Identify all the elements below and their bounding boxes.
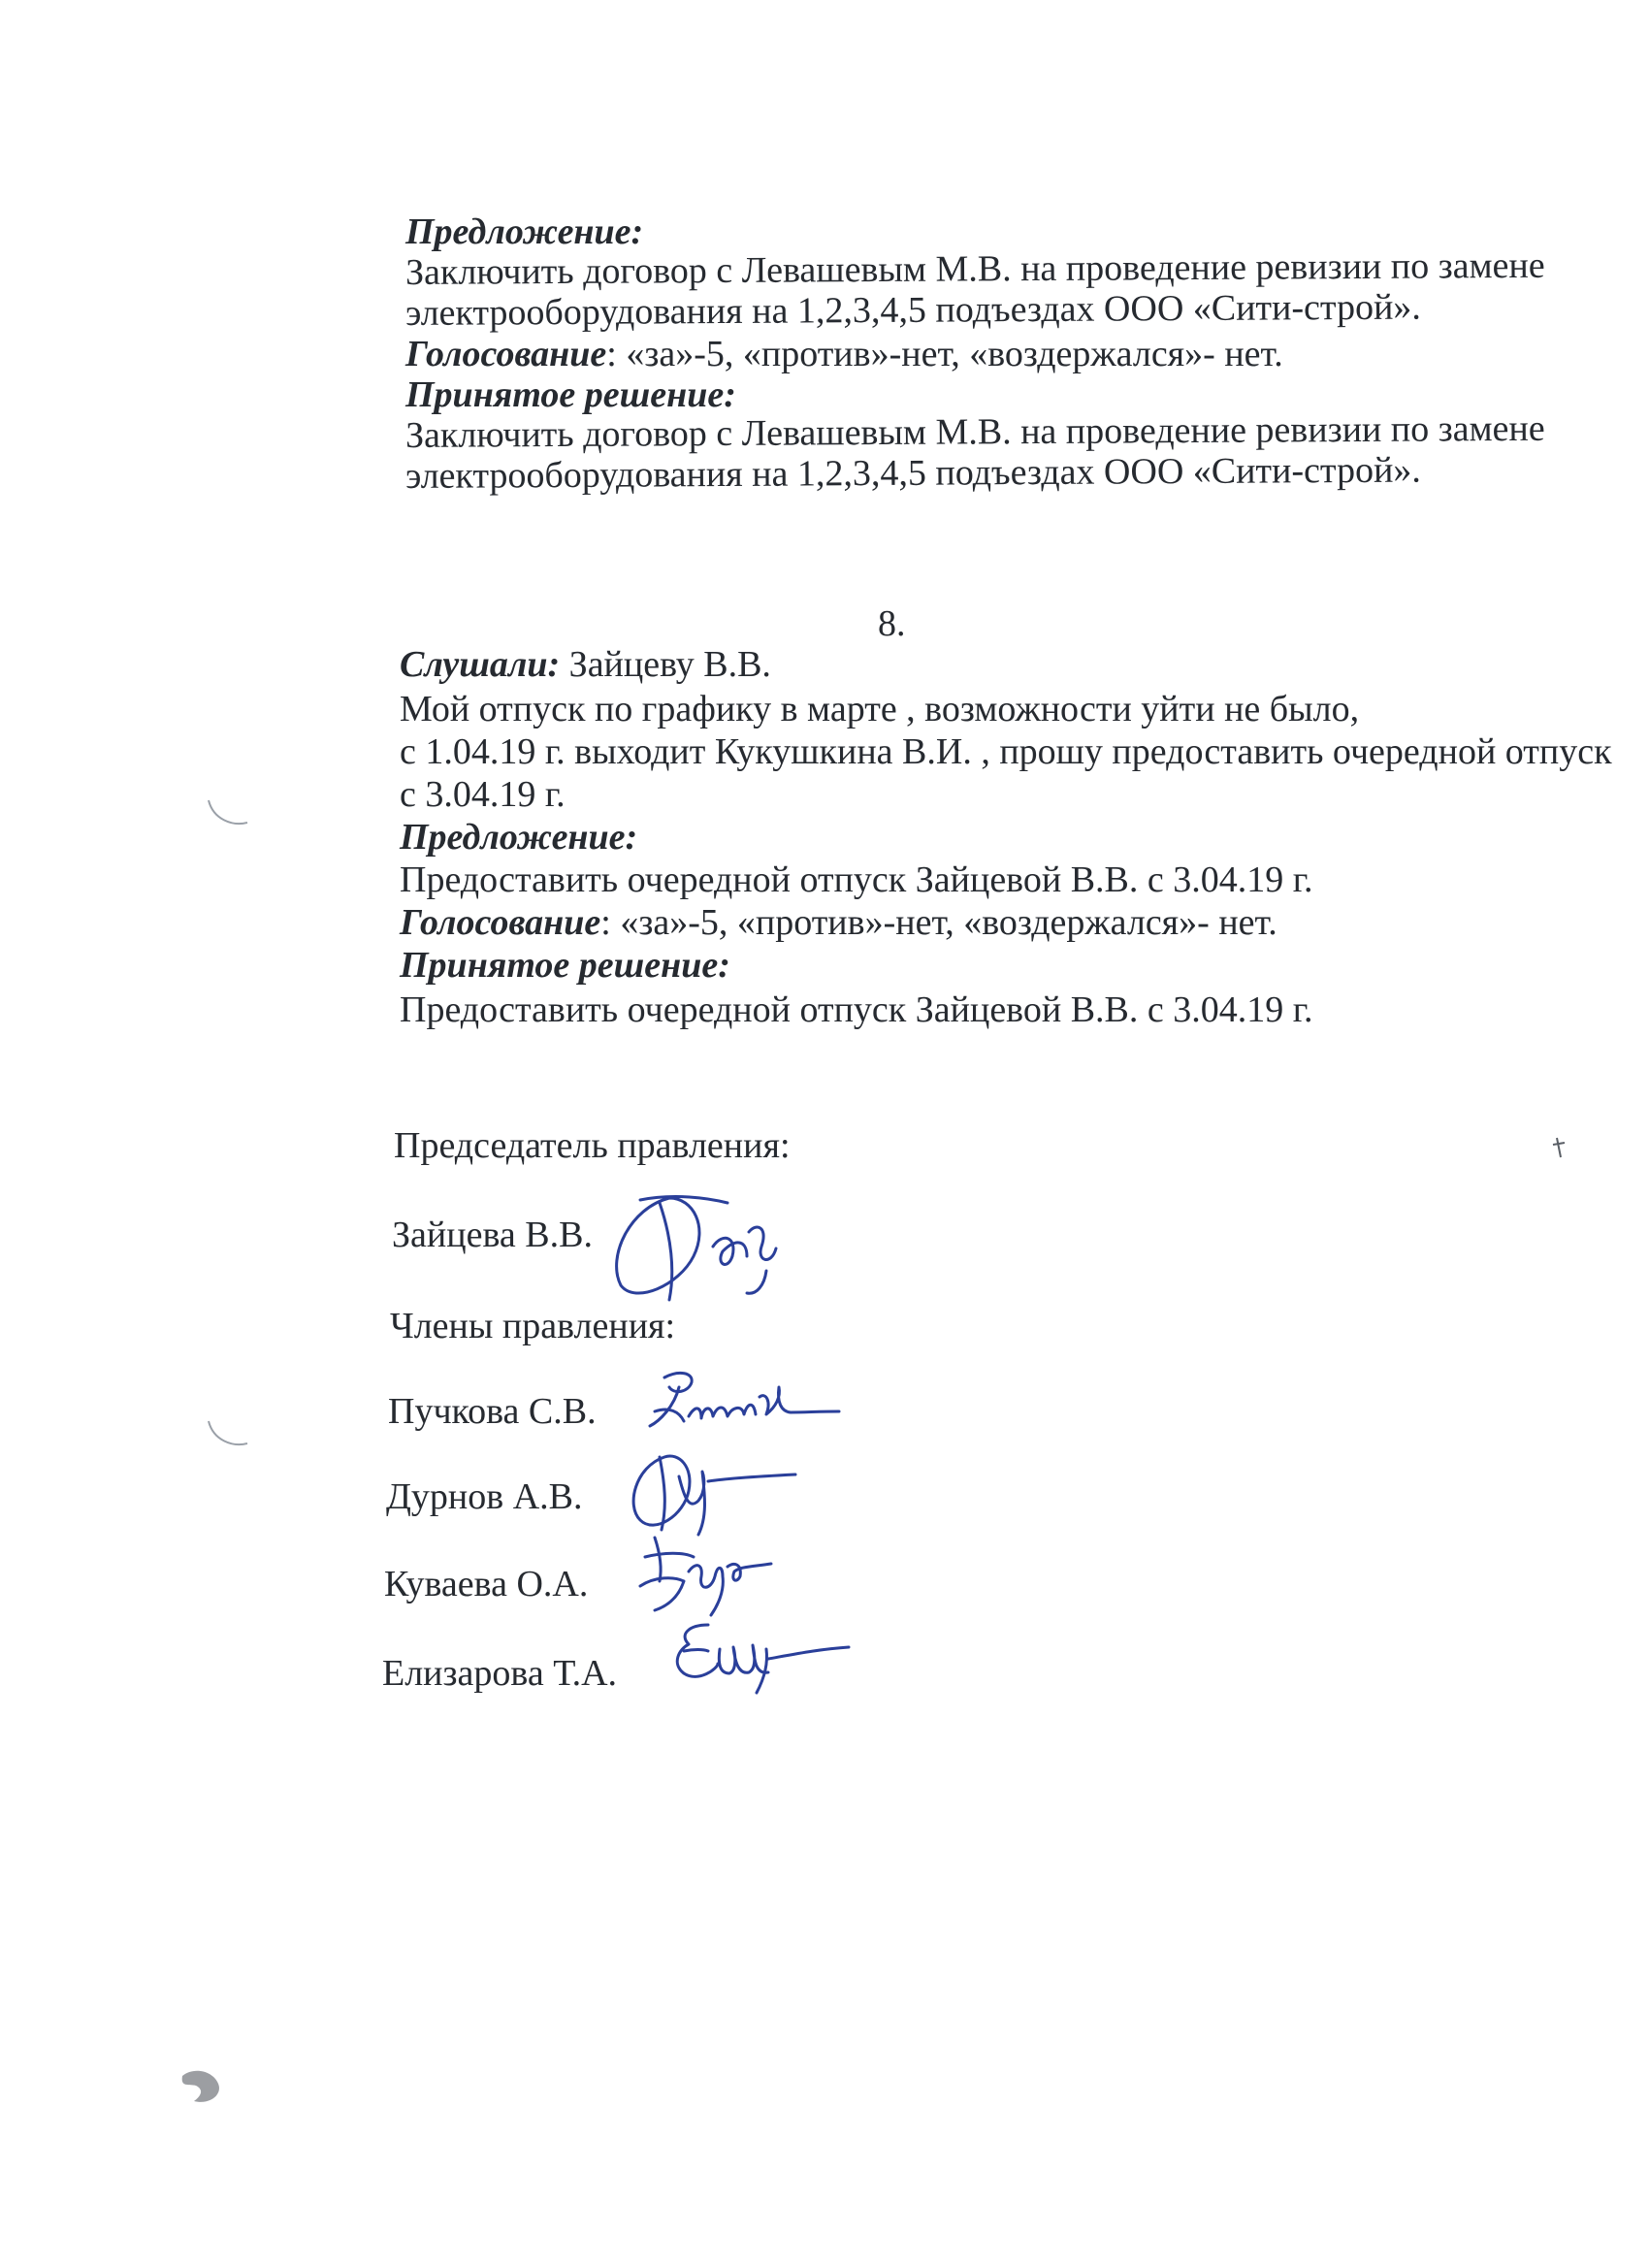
vote-label: Голосование [405, 334, 607, 374]
proposal-text-line-1: Заключить договор с Левашевым М.В. на проведение ревизии по замене [404, 244, 1545, 293]
scan-speck [1547, 1133, 1576, 1162]
member-name-1: Пучкова С.В. [388, 1391, 597, 1432]
member-name-2: Дурнов А.В. [386, 1476, 583, 1517]
heard-line [400, 642, 771, 687]
decision-heading: Принятое решение: [405, 374, 736, 415]
decision-text-line-2: электрооборудования на 1,2,3,4,5 подъездах ООО «Сити-строй». [404, 449, 1421, 497]
member-name-4: Елизарова Т.А. [382, 1653, 618, 1694]
vote-line [405, 332, 1283, 376]
body-line-1: Мой отпуск по графику в марте , возможности уйти не было, [400, 689, 1360, 729]
vote-line-8 [400, 900, 1277, 945]
scan-smudge [175, 2066, 233, 2115]
heard-name: Зайцеву В.В. [560, 644, 771, 685]
heard-label: Слушали: [400, 644, 561, 685]
chairman-title: Председатель правления: [394, 1125, 791, 1166]
chairman-name: Зайцева В.В. [392, 1215, 593, 1255]
member-name-3: Куваева О.А. [384, 1564, 589, 1604]
proposal-text-line-2: электрооборудования на 1,2,3,4,5 подъездах ООО «Сити-строй». [404, 286, 1421, 334]
vote-text: : «за»-5, «против»-нет, «воздержался»- нет. [606, 334, 1283, 374]
vote-label-8: Голосование [400, 902, 601, 943]
proposal-heading-8: Предложение: [400, 817, 638, 858]
proposal-text-8: Предоставить очередной отпуск Зайцевой В.В. с 3.04.19 г. [400, 859, 1313, 900]
members-title: Члены правления: [390, 1306, 676, 1346]
decision-heading-8: Принятое решение: [400, 945, 730, 986]
chairman-signature [601, 1179, 795, 1314]
member-signature-4 [660, 1610, 854, 1707]
member-signature-1 [635, 1358, 849, 1445]
body-line-3: с 3.04.19 г. [400, 774, 566, 815]
body-line-2: с 1.04.19 г. выходит Кукушкина В.И. , прошу предоставить очередной отпуск [400, 731, 1612, 772]
punch-hole-mark-bottom [204, 1416, 252, 1455]
proposal-heading: Предложение: [405, 211, 644, 252]
punch-hole-mark-top [204, 795, 252, 834]
vote-text-8: : «за»-5, «против»-нет, «воздержался»- нет. [600, 902, 1277, 943]
decision-text-line-1: Заключить договор с Левашевым М.В. на проведение ревизии по замене [404, 407, 1545, 456]
item-number: 8. [878, 603, 906, 644]
decision-text-8: Предоставить очередной отпуск Зайцевой В.В. с 3.04.19 г. [400, 989, 1313, 1030]
